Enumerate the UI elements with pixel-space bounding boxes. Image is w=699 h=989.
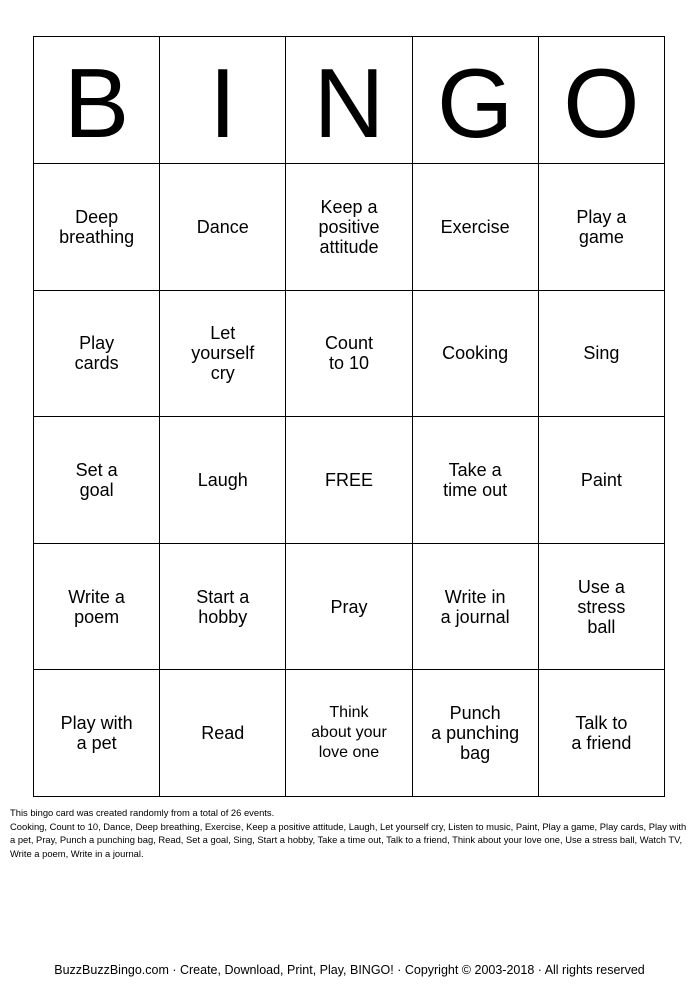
bingo-cell: [412, 670, 538, 797]
cell-text: Use a stress ball: [577, 576, 626, 637]
cell-text: Play a game: [576, 206, 627, 247]
cell-text: Talk to a friend: [571, 713, 632, 754]
bingo-row-5: [34, 670, 665, 797]
header-letter-n: N: [286, 37, 412, 164]
cell-text: Set a goal: [75, 459, 118, 500]
header-letter-i: I: [160, 37, 286, 164]
bingo-cell: [160, 670, 286, 797]
free-space-cell: [286, 417, 412, 544]
free-space-text: FREE: [324, 469, 373, 490]
bingo-cell: [34, 543, 160, 670]
bingo-cell: [34, 164, 160, 291]
cell-text: Play with a pet: [60, 713, 133, 754]
event-count-note: This bingo card was created randomly from a total of 26 events.: [10, 807, 275, 818]
bingo-cell: [286, 543, 412, 670]
cell-text: Read: [201, 723, 245, 744]
bingo-cell: [160, 290, 286, 417]
bingo-cell: [34, 417, 160, 544]
footer-copyright: BuzzBuzzBingo.com · Create, Download, Print, Play, BINGO! · Copyright © 2003-2018 · All rights reserved: [54, 963, 645, 977]
cell-text: Punch a punching bag: [431, 703, 520, 764]
header-letter-g: G: [412, 37, 538, 164]
cell-text: Cooking: [442, 343, 509, 364]
bingo-cell: [412, 164, 538, 291]
cell-text: Write in a journal: [440, 586, 510, 627]
cell-text: Take a time out: [443, 459, 508, 500]
bingo-cell: [538, 543, 664, 670]
bingo-cell: [160, 164, 286, 291]
header-letter-b: B: [34, 37, 160, 164]
bingo-cell: [34, 290, 160, 417]
bingo-cell: [286, 670, 412, 797]
bingo-cell: [286, 164, 412, 291]
cell-text: Laugh: [197, 469, 248, 490]
cell-text: Paint: [580, 469, 622, 490]
cell-text: Count to 10: [324, 333, 373, 374]
bingo-cell: [538, 417, 664, 544]
bingo-row-1: [34, 164, 665, 291]
bingo-cell: [538, 670, 664, 797]
cell-text: Sing: [583, 343, 620, 364]
bingo-cell: [34, 670, 160, 797]
bingo-cell: [160, 543, 286, 670]
bingo-cell: [412, 417, 538, 544]
bingo-header-row: [34, 37, 665, 164]
bingo-cell: [412, 290, 538, 417]
bingo-cell: [538, 164, 664, 291]
event-notes: [10, 806, 690, 860]
cell-text: Start a hobby: [196, 586, 250, 627]
bingo-cell: [538, 290, 664, 417]
cell-text: Let yourself cry: [191, 323, 255, 384]
bingo-cell: [286, 290, 412, 417]
bingo-row-4: [34, 543, 665, 670]
bingo-cell: [412, 543, 538, 670]
bingo-card: [33, 36, 665, 797]
cell-text: Think about your love one: [311, 704, 387, 762]
cell-text: Dance: [196, 216, 249, 237]
cell-text: Keep a positive attitude: [318, 196, 380, 257]
event-list: Cooking, Count to 10, Dance, Deep breathing, Exercise, Keep a positive attitude, Laugh, Let yourself cry, Listen to music, Paint, Play a game, Play cards, Play with a pet, Pray, Punch a punching bag, Read, Set a goal, Sing, Start a hobby, Take a time out, Talk to a friend, Think about your love one, Use a stress ball, Watch TV, Write a poem, Write in a journal.: [10, 820, 687, 859]
cell-text: Play cards: [74, 333, 119, 374]
cell-text: Exercise: [440, 216, 510, 237]
cell-text: Write a poem: [68, 586, 125, 627]
cell-text: Pray: [330, 596, 368, 617]
bingo-row-3: [34, 417, 665, 544]
cell-text: Deep breathing: [59, 206, 135, 247]
bingo-row-2: [34, 290, 665, 417]
header-letter-o: O: [538, 37, 664, 164]
bingo-cell: [160, 417, 286, 544]
